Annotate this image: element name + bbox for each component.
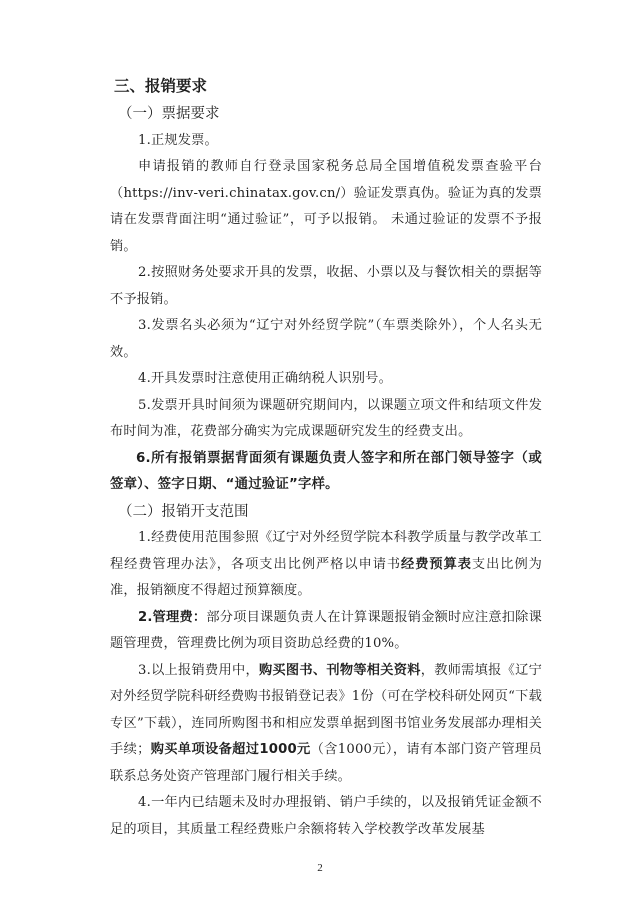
- paragraph-2-1: [110, 525, 542, 605]
- paragraph-1-6: 6.所有报销票据背面须有课题负责人签字和所在部门领导签字（或签章）、签字日期、“通过验证”字样。: [110, 450, 542, 492]
- paragraph-1-4: 4.开具发票时注意使用正确纳税人识别号。: [138, 371, 392, 386]
- section-heading: 三、报销要求: [114, 77, 208, 95]
- paragraph-1-2: 2.按照财务处要求开具的发票，收据、小票以及与餐饮相关的票据等不予报销。: [110, 265, 542, 307]
- paragraph-2-1-pre: 1.经费使用范围参照《辽宁对外经贸学院本科教学质量与教学改革工程经费管理办法》，各项支出比例严格以申请书: [110, 530, 542, 572]
- paragraph-1-5: 5.发票开具时间须为课题研究期间内，以课题立项文件和结项文件发布时间为准，花费部分确实为完成课题研究发生的经费支出。: [110, 397, 542, 439]
- paragraph-1-1-body: 申请报销的教师自行登录国家税务总局全国增值税发票查验平台（https://inv-veri.chinatax.gov.cn/）验证发票真伪。验证为真的发票请在发票背面注明“通过验证”，可予以报销。 未通过验证的发票不予报销。: [110, 159, 542, 254]
- subsection-heading-reimbursement-scope: （二）报销开支范围: [118, 503, 249, 520]
- paragraph-2-2-bold: 2.管理费：: [138, 609, 207, 625]
- page-number: 2: [317, 862, 323, 874]
- paragraph-2-4: 4.一年内已结题未及时办理报销、销户手续的，以及报销凭证金额不足的项目，其质量工程经费账户余额将转入学校教学改革发展基: [110, 795, 542, 837]
- paragraph-2-3-post: （含1000元），请有本部门资产管理员联系总务处资产管理部门履行相关手续。: [110, 742, 542, 784]
- paragraph-2-3-bold-2: 购买单项设备超过1000元: [150, 742, 311, 757]
- subsection-heading-invoice-requirements: （一）票据要求: [118, 106, 220, 122]
- document-body: [110, 74, 542, 843]
- paragraph-1-1-title: 1.正规发票。: [138, 132, 218, 148]
- paragraph-2-1-post: 支出比例为准，报销额度不得超过预算额度。: [110, 556, 543, 598]
- paragraph-2-3-bold-1: 购买图书、刊物等相关资料: [258, 662, 421, 678]
- paragraph-2-3: [110, 658, 542, 791]
- paragraph-2-3-mid: ，教师需填报《辽宁对外经贸学院科研经费购书报销登记表》1份（可在学校科研处网页“下载专区”下载），连同所购图书和相应发票单据到图书馆业务发展部办理相关手续；: [110, 662, 542, 757]
- paragraph-1-3: 3.发票名头必须为“辽宁对外经贸学院”（车票类除外），个人名头无效。: [110, 318, 542, 360]
- paragraph-2-1-bold: 经费预算表: [401, 556, 472, 572]
- paragraph-2-2-post: 部分项目课题负责人在计算课题报销金额时应注意扣除课题管理费，管理费比例为项目资助总经费的10%。: [110, 609, 542, 651]
- paragraph-2-2: [110, 605, 542, 658]
- paragraph-2-3-pre: 3.以上报销费用中，: [138, 662, 259, 678]
